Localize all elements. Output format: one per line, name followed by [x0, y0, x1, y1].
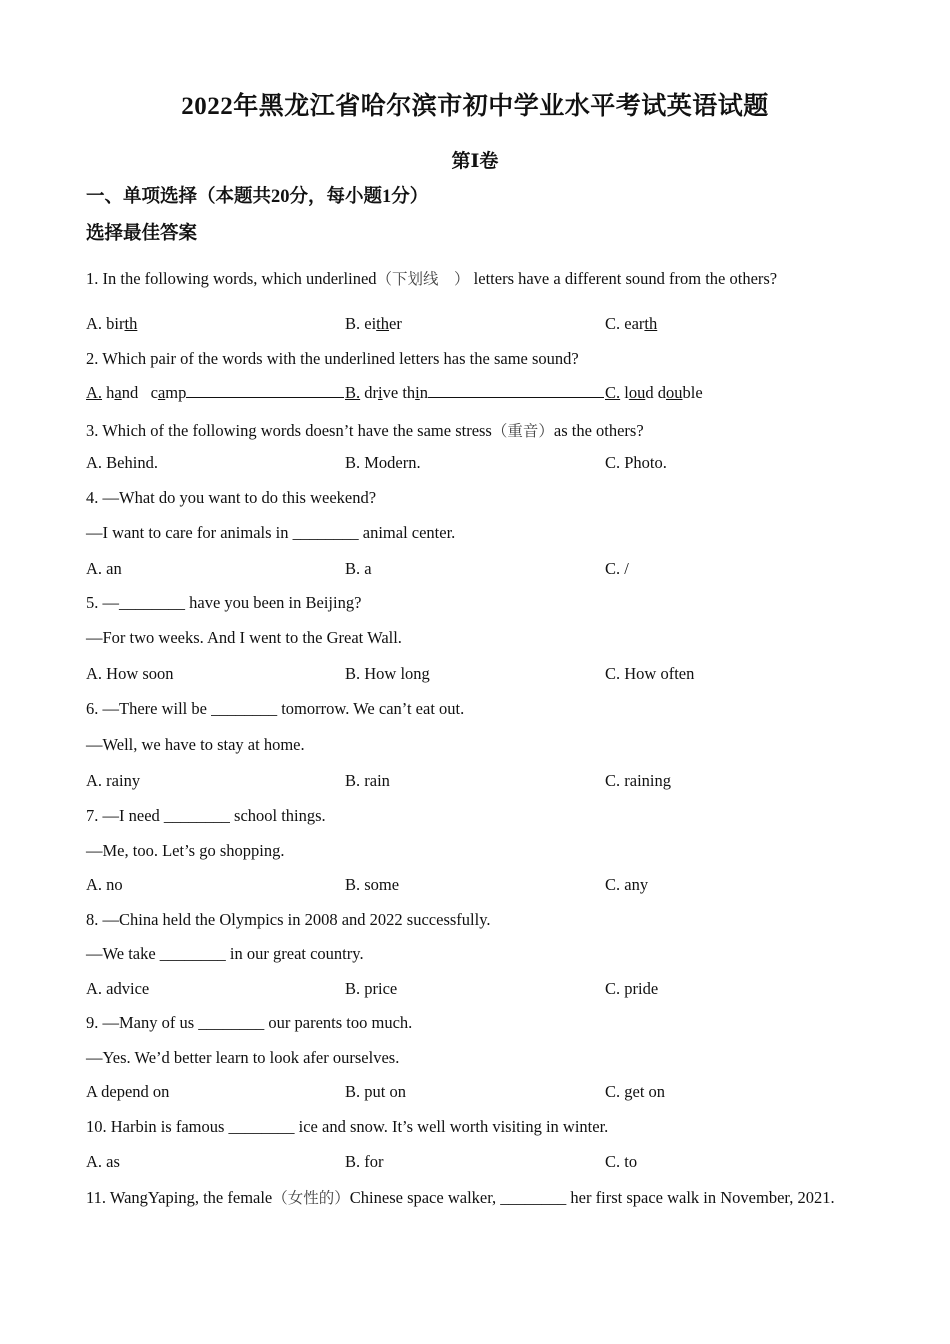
volume-heading: 第Ⅰ卷 — [451, 151, 499, 172]
q2-a-w2-post: mp — [165, 383, 187, 402]
question-5-line-2: —For two weeks. And I went to the Great Wall. — [86, 628, 402, 647]
q2-c-label: C. — [605, 383, 621, 402]
q2-a-w2-ul: a — [157, 383, 166, 402]
question-4-line-1: 4. —What do you want to do this weekend? — [86, 488, 377, 507]
q7-option-c: C. any — [605, 875, 649, 894]
q2-option-c — [605, 383, 703, 403]
question-9-line-1: 9. —Many of us ________ our parents too much. — [86, 1013, 413, 1032]
q2-c-w2-post: ble — [682, 383, 703, 402]
q6-option-c: C. raining — [605, 771, 671, 790]
q11-stem-pre: 11. WangYaping, the female — [86, 1188, 273, 1207]
page-title: 2022年黑龙江省哈尔滨市初中学业水平考试英语试题 — [181, 93, 769, 120]
question-7-line-2: —Me, too. Let’s go shopping. — [86, 841, 285, 860]
question-9-line-2: —Yes. We’d better learn to look afer ourselves. — [86, 1048, 400, 1067]
q11-stem-zh: （女性的） — [272, 1189, 350, 1207]
q1-option-c — [605, 314, 657, 334]
q1-c-text: C. ear — [605, 314, 645, 333]
question-4-line-2: —I want to care for animals in ________ animal center. — [86, 523, 456, 542]
q1-a-underlined: th — [124, 314, 138, 333]
q4-option-c: C. / — [605, 559, 629, 578]
q2-b-w1-pre: dr — [364, 383, 379, 402]
q4-option-a: A. an — [86, 559, 122, 578]
q1-c-underlined: th — [644, 314, 658, 333]
question-10-line-1: 10. Harbin is famous ________ ice and snow. It’s well worth visiting in winter. — [86, 1117, 609, 1136]
q2-a-w1-post: nd — [121, 383, 139, 402]
q10-option-c: C. to — [605, 1152, 638, 1171]
section-heading: 一、单项选择（本题共20分，每小题1分） — [86, 187, 429, 207]
q1-stem-pre: 1. In the following words, which underlined — [86, 269, 377, 288]
q5-option-a: A. How soon — [86, 664, 174, 683]
question-2-stem: 2. Which pair of the words with the underlined letters has the same sound? — [86, 349, 579, 368]
q5-option-b: B. How long — [345, 664, 430, 683]
q2-c-w2-pre: d — [657, 383, 666, 402]
q10-option-a: A. as — [86, 1152, 120, 1171]
q2-b-w2-pre: th — [402, 383, 416, 402]
q5-option-c: C. How often — [605, 664, 695, 683]
q7-option-b: B. some — [345, 875, 400, 894]
question-1-stem — [86, 267, 777, 289]
q2-b-w1-ul: i — [378, 383, 383, 402]
q3-option-a: A. Behind. — [86, 453, 158, 472]
q6-option-b: B. rain — [345, 771, 390, 790]
q2-b-w2-post: n — [419, 383, 428, 402]
q1-b-text-end: er — [389, 314, 402, 333]
q2-b-w1-post: ve — [382, 383, 399, 402]
question-8-line-1: 8. —China held the Olympics in 2008 and 2022 successfully. — [86, 910, 491, 929]
question-6-line-2: —Well, we have to stay at home. — [86, 735, 305, 754]
q2-a-label: A. — [86, 383, 103, 402]
q9-option-a: A depend on — [86, 1082, 170, 1101]
q9-option-c: C. get on — [605, 1082, 666, 1101]
q2-c-w2-ul: ou — [665, 383, 683, 402]
q3-option-c: C. Photo. — [605, 453, 667, 472]
q11-stem-post: Chinese space walker, ________ her first space walk in November, 2021. — [349, 1188, 835, 1207]
q3-option-b: B. Modern. — [345, 453, 421, 472]
q8-option-c: C. pride — [605, 979, 659, 998]
q2-c-w1-ul: ou — [628, 383, 646, 402]
q8-option-a: A. advice — [86, 979, 150, 998]
question-11-line-1 — [86, 1186, 835, 1208]
question-6-line-1: 6. —There will be ________ tomorrow. We can’t eat out. — [86, 699, 465, 718]
question-8-line-2: —We take ________ in our great country. — [86, 944, 364, 963]
q1-a-text: A. bir — [86, 314, 125, 333]
q2-b-w2-ul: i — [415, 383, 420, 402]
q8-option-b: B. price — [345, 979, 398, 998]
q6-option-a: A. rainy — [86, 771, 141, 790]
question-3-stem — [86, 419, 644, 441]
q3-stem-post: as the others? — [553, 421, 644, 440]
q1-b-underlined: th — [376, 314, 390, 333]
q10-option-b: B. for — [345, 1152, 384, 1171]
q1-option-b — [345, 314, 402, 334]
q1-stem-post: letters have a different sound from the others? — [473, 269, 778, 288]
q9-option-b: B. put on — [345, 1082, 406, 1101]
q1-option-a — [86, 314, 137, 334]
q2-c-w1-post: d — [645, 383, 654, 402]
q1-stem-zh: （下划线 ） — [376, 270, 470, 288]
q2-b-blank-line — [428, 385, 604, 398]
q2-c-w1-pre: l — [624, 383, 629, 402]
q2-a-w1-ul: a — [114, 383, 122, 402]
q2-a-w2-pre: c — [150, 383, 158, 402]
question-7-line-1: 7. —I need ________ school things. — [86, 806, 326, 825]
q3-stem-pre: 3. Which of the following words doesn’t have the same stress — [86, 421, 492, 440]
q1-b-text: B. ei — [345, 314, 377, 333]
q3-stem-zh: （重音） — [491, 422, 554, 440]
q7-option-a: A. no — [86, 875, 123, 894]
instruction-heading: 选择最佳答案 — [86, 224, 198, 244]
q4-option-b: B. a — [345, 559, 372, 578]
q2-a-blank-line — [186, 385, 344, 398]
q2-a-w1-pre: h — [106, 383, 115, 402]
q2-option-b — [345, 383, 604, 403]
question-5-line-1: 5. —________ have you been in Beijing? — [86, 593, 362, 612]
q2-b-label: B. — [345, 383, 361, 402]
q2-option-a — [86, 383, 344, 403]
